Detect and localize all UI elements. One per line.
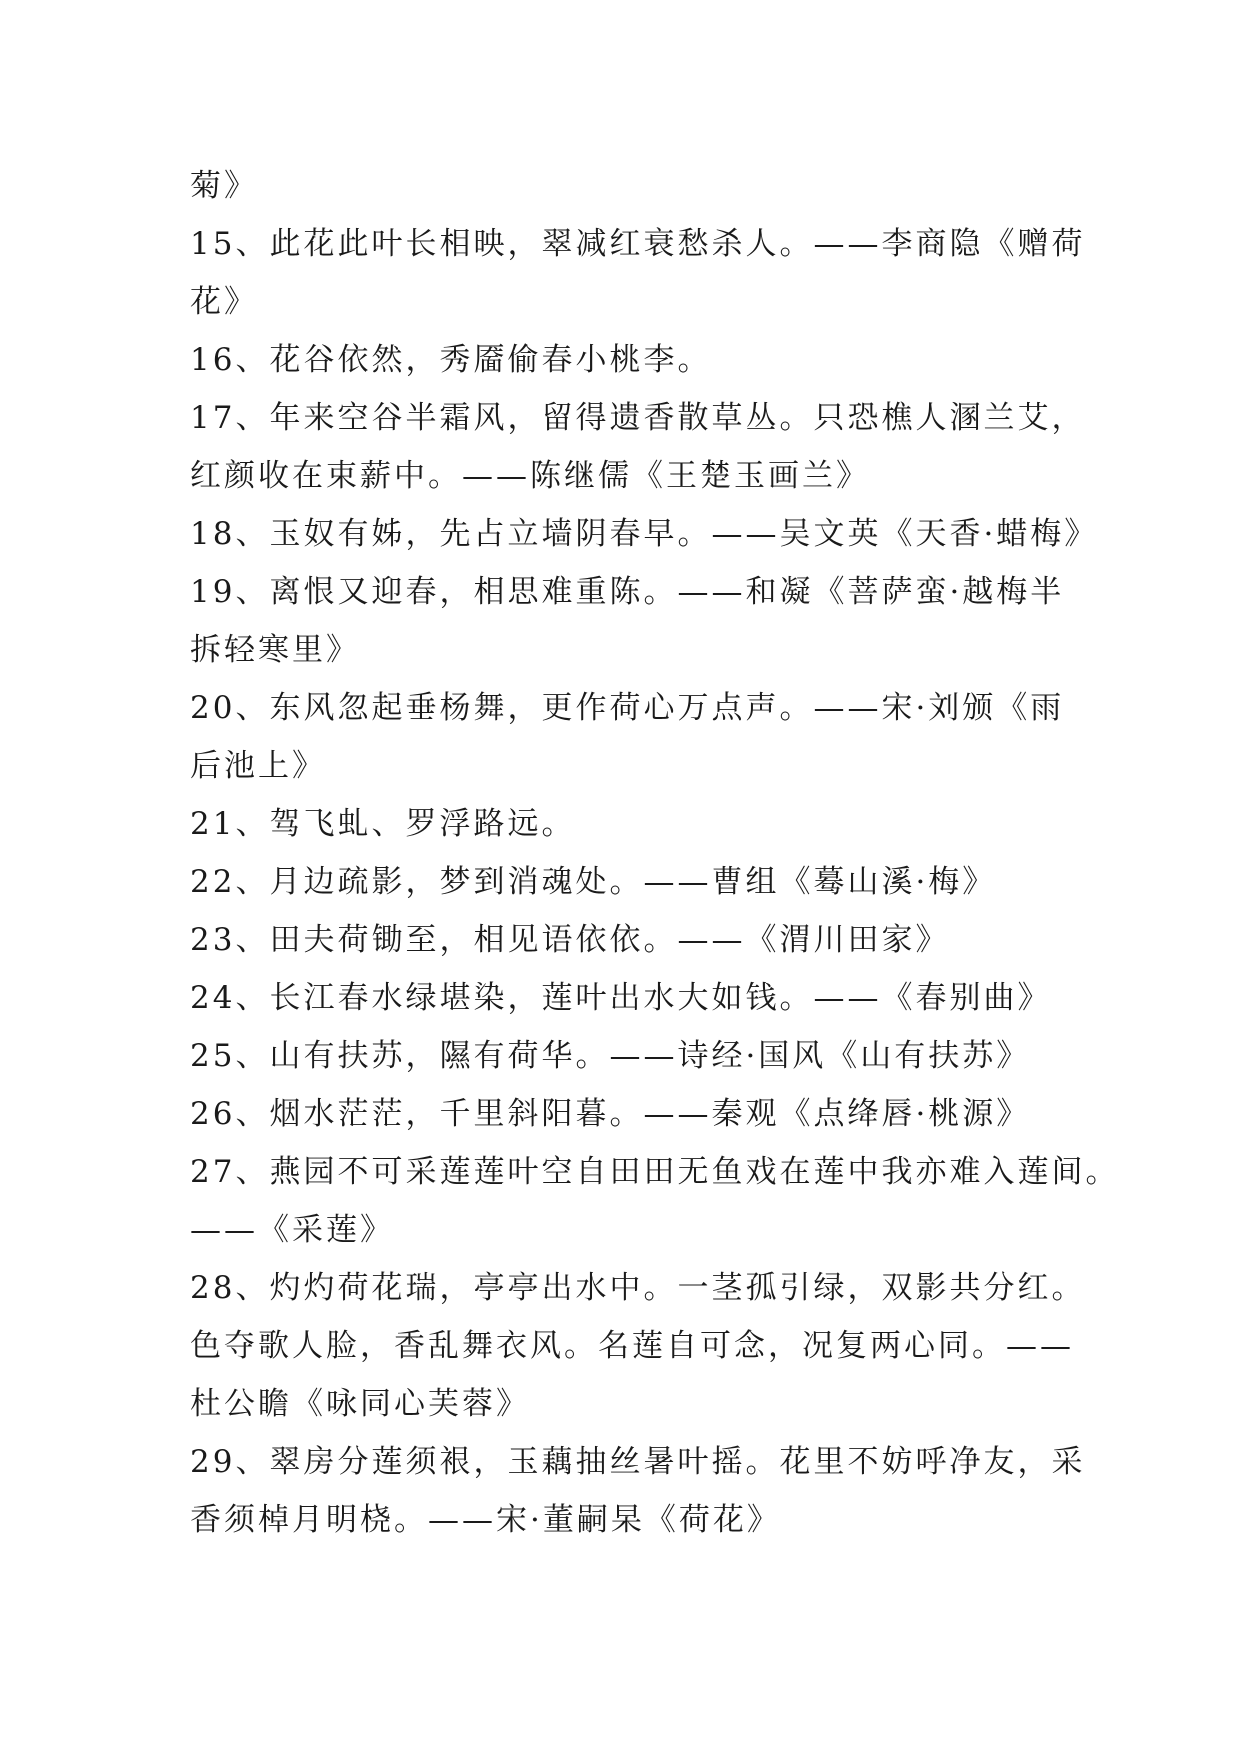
poem-list (190, 157, 1120, 1549)
text-line: 26、烟水茫茫，千里斜阳暮。——秦观《点绛唇·桃源》 (190, 1096, 1031, 1132)
text-line: ——《采莲》 (190, 1212, 394, 1248)
text-line: 18、玉奴有姊，先占立墙阴春早。——吴文英《天香·蜡梅》 (190, 516, 1099, 552)
text-line: 28、灼灼荷花瑞，亭亭出水中。一茎孤引绿，双影共分红。 (190, 1270, 1086, 1306)
text-line: 25、山有扶苏，隰有荷华。——诗经·国风《山有扶苏》 (190, 1038, 1031, 1074)
text-line: 29、翠房分莲须裉，玉藕抽丝暑叶摇。花里不妨呼净友，采 (190, 1444, 1086, 1480)
text-line: 16、花谷依然，秀靥偷春小桃李。 (190, 342, 712, 378)
text-line: 23、田夫荷锄至，相见语依依。——《渭川田家》 (190, 922, 950, 958)
text-line: 27、燕园不可采莲莲叶空自田田无鱼戏在莲中我亦难入莲间。 (190, 1154, 1120, 1190)
text-line: 21、驾飞虬、罗浮路远。 (190, 806, 576, 842)
text-line: 红颜收在束薪中。——陈继儒《王楚玉画兰》 (190, 458, 870, 494)
text-line: 19、离恨又迎春，相思难重陈。——和凝《菩萨蛮·越梅半 (190, 574, 1065, 610)
text-line: 香须棹月明桡。——宋·董嗣杲《荷花》 (190, 1502, 781, 1538)
text-line: 拆轻寒里》 (190, 632, 360, 668)
text-line: 22、月边疏影，梦到消魂处。——曹组《蓦山溪·梅》 (190, 864, 997, 900)
text-line: 24、长江春水绿堪染，莲叶出水大如钱。——《春别曲》 (190, 980, 1052, 1016)
text-line: 17、年来空谷半霜风，留得遗香散草丛。只恐樵人溷兰艾， (190, 400, 1086, 436)
text-line: 杜公瞻《咏同心芙蓉》 (190, 1386, 530, 1422)
text-line: 20、东风忽起垂杨舞，更作荷心万点声。——宋·刘颁《雨 (190, 690, 1065, 726)
text-line: 色夺歌人脸，香乱舞衣风。名莲自可念，况复两心同。—— (190, 1328, 1074, 1364)
text-line: 15、此花此叶长相映，翠减红衰愁杀人。——李商隐《赠荷 (190, 226, 1086, 262)
text-line: 后池上》 (190, 748, 326, 784)
text-line: 花》 (190, 284, 258, 320)
text-line: 菊》 (190, 168, 258, 204)
